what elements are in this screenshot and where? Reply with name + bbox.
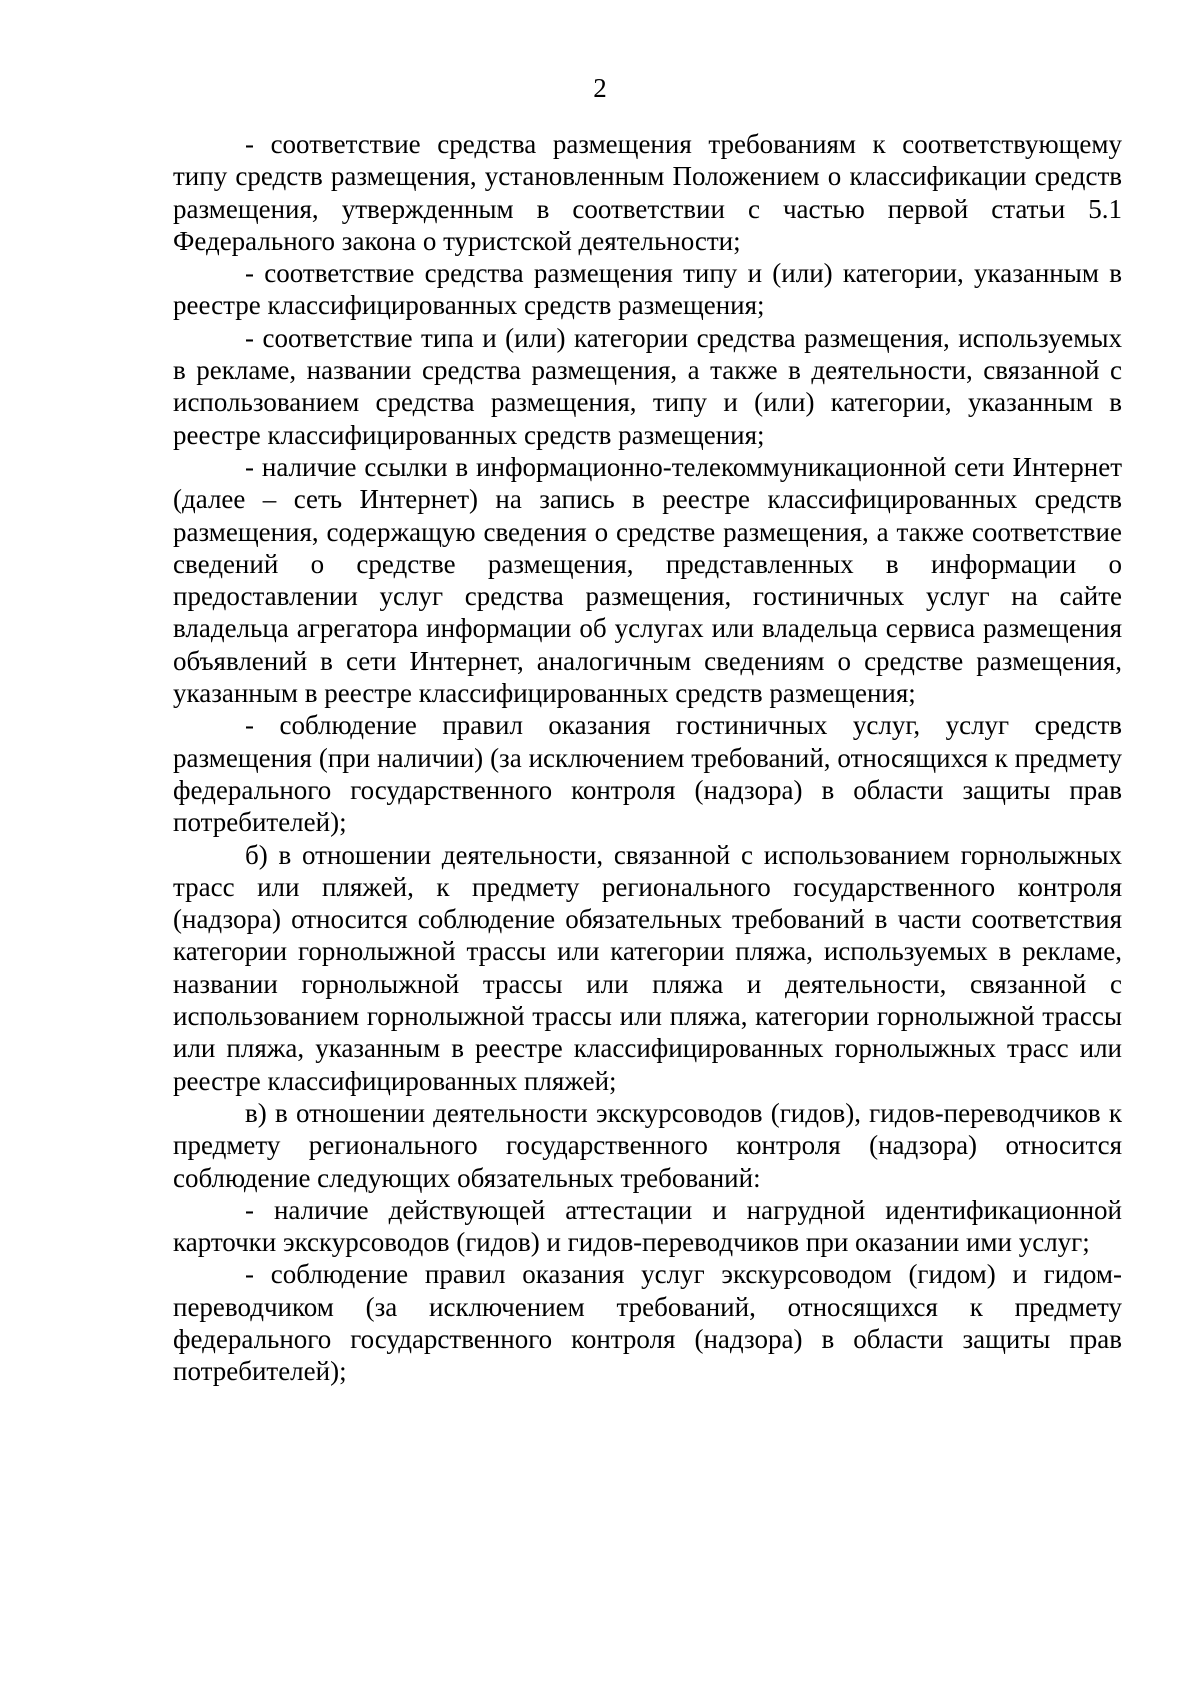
paragraph-ski-slopes-beaches: б) в отношении деятельности, связанной с использованием горнолыжных трасс или пляжей, к предмету регионального государственного контроля (надзора) относится соблюдение обязательных требований в части соответствия категории горнолыжной трассы или категории пляжа, используемых в рекламе, названии горнолыжной трассы или пляжа и деятельности, связанной с использованием горнолыжной трассы или пляжа, категории горнолыжной трассы или пляжа, указанным в реестре классифицированных горнолыжных трасс или реестре классифицированных пляжей; bbox=[173, 839, 1122, 1096]
page-number: 2 bbox=[593, 73, 607, 103]
paragraph-advertising-category-compliance: - соответствие типа и (или) категории средства размещения, используемых в рекламе, названии средства размещения, а также в деятельности, связанной с использованием средства размещения, типу и (или) категории, указанным в реестре классифицированных средств размещения; bbox=[173, 322, 1122, 450]
paragraph-guide-certification: - наличие действующей аттестации и нагрудной идентификационной карточки экскурсоводов (гидов) и гидов-переводчиков при оказании ими услуг; bbox=[173, 1194, 1122, 1258]
paragraph-hotel-services-rules: - соблюдение правил оказания гостиничных услуг, услуг средств размещения (при наличии) (за исключением требований, относящихся к предмету федерального государственного контроля (надзора) в области защиты прав потребителей); bbox=[173, 710, 1122, 838]
paragraph-placement-type-compliance: - соответствие средства размещения требованиям к соответствующему типу средств размещения, установленным Положением о классификации средств размещения, утвержденным в соответствии с частью первой статьи 5.1 Федерального закона о туристской деятельности; bbox=[173, 129, 1122, 256]
paragraph-guide-services-rules: - соблюдение правил оказания услуг экскурсоводом (гидом) и гидом-переводчиком (за исключением требований, относящихся к предмету федерального государственного контроля (надзора) в области защиты прав потребителей); bbox=[173, 1259, 1122, 1387]
paragraph-internet-registry-link: - наличие ссылки в информационно-телекоммуникационной сети Интернет (далее – сеть Интернет) на запись в реестре классифицированных средств размещения, содержащую сведения о средстве размещения, а также соответствие сведений о средстве размещения, представленных в информации о предоставлении услуг средства размещения, гостиничных услуг на сайте владельца агрегатора информации об услугах или владельца сервиса размещения объявлений в сети Интернет, аналогичным сведениям о средстве размещения, указанным в реестре классифицированных средств размещения; bbox=[173, 451, 1122, 709]
paragraph-registry-category-compliance: - соответствие средства размещения типу и (или) категории, указанным в реестре классифицированных средств размещения; bbox=[173, 258, 1122, 321]
paragraph-guides-activity: в) в отношении деятельности экскурсоводов (гидов), гидов-переводчиков к предмету регионального государственного контроля (надзора) относится соблюдение следующих обязательных требований: bbox=[173, 1097, 1122, 1193]
document-body bbox=[173, 128, 1122, 1388]
